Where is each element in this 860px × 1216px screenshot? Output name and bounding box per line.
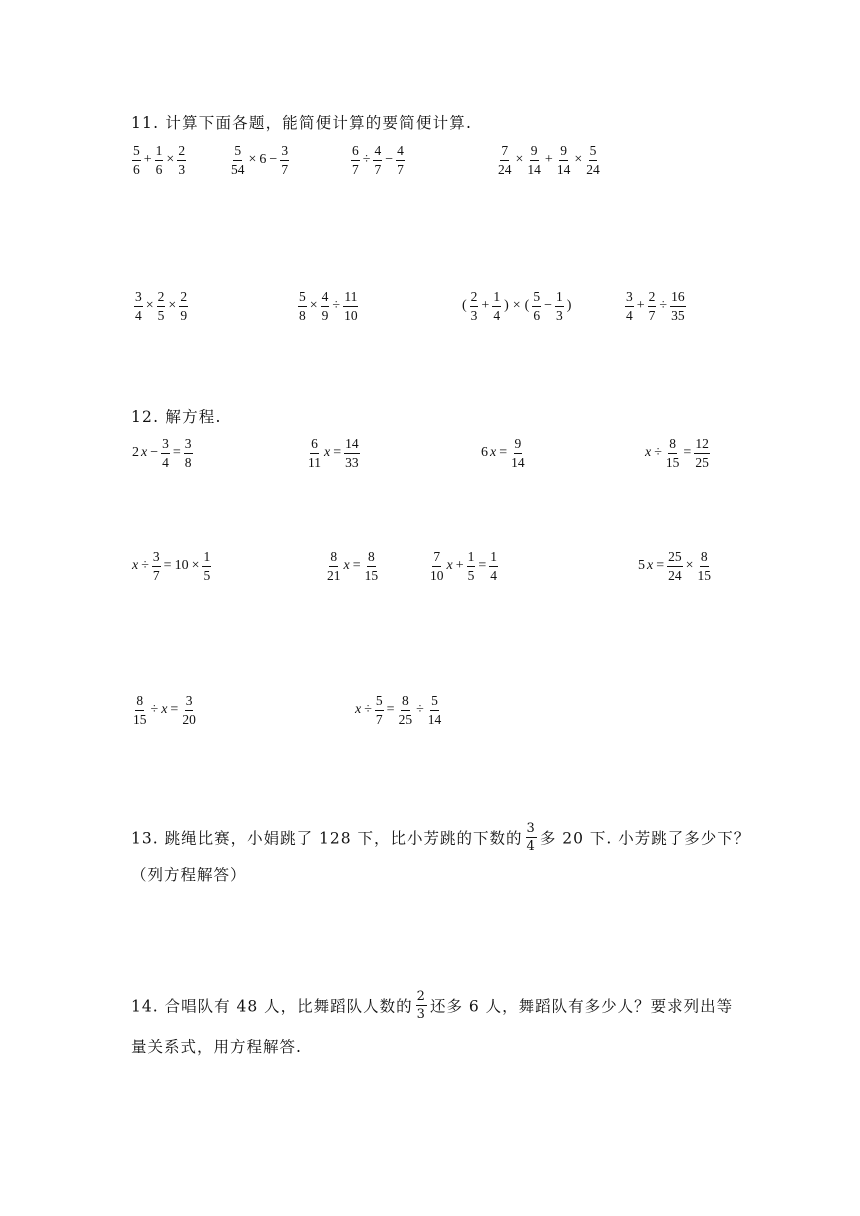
fraction xyxy=(181,694,197,726)
fraction xyxy=(625,290,634,322)
numerator: 6 xyxy=(310,437,319,454)
equals: = xyxy=(333,445,342,460)
q11-expr-8 xyxy=(624,290,687,322)
q13-line-2: （列方程解答） xyxy=(131,866,247,884)
numerator: 1 xyxy=(489,550,498,567)
numerator: 3 xyxy=(152,550,161,567)
fraction xyxy=(184,437,193,469)
fraction xyxy=(132,694,148,726)
denominator: 6 xyxy=(155,161,163,177)
numerator: 9 xyxy=(559,144,568,161)
numerator: 2 xyxy=(177,144,186,161)
fraction xyxy=(497,144,513,176)
fraction xyxy=(157,290,166,322)
fraction xyxy=(155,144,164,176)
numerator: 9 xyxy=(530,144,539,161)
q11-expr-3 xyxy=(350,144,406,176)
denominator: 7 xyxy=(281,161,289,177)
denominator: 3 xyxy=(416,1007,426,1022)
denominator: 3 xyxy=(555,307,563,323)
numerator: 3 xyxy=(625,290,634,307)
operator: × xyxy=(515,152,524,167)
q11-heading: 11. 计算下面各题，能简便计算的要简便计算. xyxy=(131,114,473,132)
denominator: 4 xyxy=(135,307,142,323)
denominator: 7 xyxy=(375,711,383,727)
operator: × xyxy=(145,298,154,313)
fraction xyxy=(697,550,713,582)
numerator: 3 xyxy=(161,437,170,454)
q12-eq-5 xyxy=(131,550,212,582)
operator: ÷ xyxy=(362,152,371,167)
denominator: 54 xyxy=(231,161,245,177)
denominator: 4 xyxy=(493,307,501,323)
fraction xyxy=(134,290,143,322)
numerator: 1 xyxy=(492,290,501,307)
q14-text-end: 还多 6 人，舞蹈队有多少人？要求列出等 xyxy=(429,997,734,1016)
numerator: 2 xyxy=(648,290,657,307)
operator: × xyxy=(512,298,521,313)
q12-heading: 12. 解方程. xyxy=(131,408,222,426)
numerator: 1 xyxy=(202,550,211,567)
numerator: 6 xyxy=(351,144,360,161)
paren: ( xyxy=(462,298,467,313)
equals: = xyxy=(352,558,361,573)
numerator: 1 xyxy=(467,550,476,567)
numerator: 3 xyxy=(184,437,193,454)
number: 5 xyxy=(638,558,645,573)
equals: = xyxy=(163,558,172,573)
number: 6 xyxy=(481,445,488,460)
numerator: 16 xyxy=(670,290,686,307)
denominator: 5 xyxy=(157,307,165,323)
fraction xyxy=(416,990,427,1021)
q11-expr-2 xyxy=(229,144,290,176)
operator: + xyxy=(143,152,152,167)
fraction xyxy=(648,290,657,322)
numerator: 3 xyxy=(280,144,289,161)
fraction xyxy=(427,694,443,726)
denominator: 6 xyxy=(533,307,541,323)
q14-text-start: 14. 合唱队有 48 人，比舞蹈队人数的 xyxy=(131,997,413,1016)
q13-line-1 xyxy=(131,821,751,855)
operator: × xyxy=(685,558,694,573)
fraction xyxy=(351,144,360,176)
numerator: 3 xyxy=(134,290,143,307)
fraction xyxy=(373,144,382,176)
numerator: 8 xyxy=(329,550,338,567)
denominator: 21 xyxy=(327,567,341,583)
q12-eq-7 xyxy=(428,550,499,582)
numerator: 12 xyxy=(694,437,710,454)
numerator: 7 xyxy=(500,144,509,161)
denominator: 7 xyxy=(352,161,359,177)
operator: × xyxy=(309,298,318,313)
variable: x xyxy=(132,558,139,573)
operator: × xyxy=(574,152,583,167)
fraction xyxy=(510,437,526,469)
denominator: 24 xyxy=(668,567,682,583)
fraction xyxy=(280,144,289,176)
numerator: 8 xyxy=(401,694,410,711)
operator: ÷ xyxy=(416,702,424,717)
q11-expr-1 xyxy=(131,144,187,176)
operator: − xyxy=(385,152,394,167)
fraction xyxy=(179,290,188,322)
fraction xyxy=(326,550,342,582)
number: 10 xyxy=(174,558,189,573)
fraction xyxy=(694,437,710,469)
numerator: 7 xyxy=(432,550,441,567)
denominator: 14 xyxy=(527,161,541,177)
numerator: 4 xyxy=(321,290,330,307)
operator: + xyxy=(481,298,490,313)
fraction xyxy=(526,822,537,853)
denominator: 8 xyxy=(299,307,306,323)
fraction xyxy=(307,437,322,469)
numerator: 8 xyxy=(668,437,677,454)
fraction xyxy=(492,290,501,322)
denominator: 10 xyxy=(430,567,444,583)
denominator: 25 xyxy=(398,711,413,727)
equals: = xyxy=(478,558,487,573)
numerator: 2 xyxy=(470,290,479,307)
denominator: 14 xyxy=(427,711,442,727)
denominator: 15 xyxy=(697,567,712,583)
variable: x xyxy=(446,558,453,573)
paren: ) xyxy=(566,298,572,313)
fraction xyxy=(467,550,476,582)
fraction xyxy=(161,437,170,469)
operator: − xyxy=(269,152,278,167)
fraction xyxy=(556,144,572,176)
q11-expr-6 xyxy=(297,290,360,322)
fraction xyxy=(470,290,479,322)
denominator: 14 xyxy=(556,161,571,177)
q12-eq-3 xyxy=(480,437,527,469)
fraction xyxy=(321,290,330,322)
denominator: 10 xyxy=(344,307,358,323)
q11-expr-5 xyxy=(133,290,189,322)
number: 6 xyxy=(259,152,267,167)
fraction xyxy=(555,290,564,322)
numerator: 5 xyxy=(589,144,598,161)
denominator: 9 xyxy=(180,307,188,323)
operator: ÷ xyxy=(332,298,341,313)
denominator: 3 xyxy=(178,161,186,177)
variable: x xyxy=(355,702,362,717)
numerator: 14 xyxy=(344,437,360,454)
numerator: 5 xyxy=(532,290,541,307)
operator: + xyxy=(636,298,645,313)
numerator: 4 xyxy=(396,144,405,161)
denominator: 15 xyxy=(665,454,680,470)
numerator: 1 xyxy=(555,290,564,307)
fraction xyxy=(585,144,601,176)
equals: = xyxy=(386,702,395,717)
fraction xyxy=(344,437,360,469)
numerator: 11 xyxy=(343,290,358,307)
operator: × xyxy=(168,298,177,313)
denominator: 15 xyxy=(133,711,147,727)
denominator: 33 xyxy=(345,454,359,470)
fraction xyxy=(532,290,541,322)
operator: ÷ xyxy=(364,702,372,717)
fraction xyxy=(489,550,498,582)
paren: ) xyxy=(504,298,509,313)
equals: = xyxy=(170,702,179,717)
operator: ÷ xyxy=(654,445,662,460)
fraction xyxy=(364,550,380,582)
operator: ÷ xyxy=(659,298,668,313)
q12-eq-2 xyxy=(306,437,361,469)
fraction xyxy=(202,550,211,582)
denominator: 5 xyxy=(467,567,475,583)
fraction xyxy=(429,550,445,582)
fraction xyxy=(298,290,307,322)
q13-text-end: 多 20 下. 小芳跳了多少下？ xyxy=(539,829,751,848)
denominator: 3 xyxy=(470,307,478,323)
numerator: 5 xyxy=(233,144,242,161)
variable: x xyxy=(324,445,331,460)
numerator: 3 xyxy=(185,694,194,711)
numerator: 2 xyxy=(157,290,166,307)
denominator: 8 xyxy=(184,454,192,470)
variable: x xyxy=(647,558,654,573)
fraction xyxy=(230,144,246,176)
equals: = xyxy=(499,445,508,460)
numerator: 1 xyxy=(155,144,164,161)
denominator: 7 xyxy=(152,567,160,583)
q12-eq-10 xyxy=(354,694,443,726)
number: 2 xyxy=(132,445,139,460)
denominator: 15 xyxy=(364,567,379,583)
numerator: 8 xyxy=(700,550,709,567)
fraction xyxy=(670,290,686,322)
q12-eq-4 xyxy=(644,437,711,469)
operator: + xyxy=(544,152,553,167)
numerator: 2 xyxy=(416,989,426,1004)
paren: ( xyxy=(524,298,530,313)
numerator: 4 xyxy=(373,144,382,161)
numerator: 5 xyxy=(375,694,384,711)
fraction xyxy=(396,144,405,176)
equals: = xyxy=(172,445,181,460)
fraction xyxy=(665,437,681,469)
fraction xyxy=(152,550,161,582)
fraction xyxy=(132,144,141,176)
operator: ÷ xyxy=(141,558,149,573)
operator: × xyxy=(166,152,175,167)
denominator: 4 xyxy=(626,307,633,323)
denominator: 7 xyxy=(648,307,656,323)
denominator: 11 xyxy=(308,454,321,470)
operator: + xyxy=(455,558,464,573)
variable: x xyxy=(161,702,168,717)
denominator: 7 xyxy=(397,161,404,177)
q12-eq-9 xyxy=(131,694,198,726)
operator: ÷ xyxy=(150,702,159,717)
denominator: 4 xyxy=(162,454,169,470)
operator: × xyxy=(248,152,257,167)
q12-eq-8 xyxy=(637,550,713,582)
numerator: 8 xyxy=(367,550,376,567)
denominator: 24 xyxy=(498,161,512,177)
operator: × xyxy=(191,558,200,573)
q11-expr-4 xyxy=(496,144,602,176)
numerator: 2 xyxy=(179,290,188,307)
denominator: 4 xyxy=(526,839,536,854)
numerator: 8 xyxy=(135,694,144,711)
variable: x xyxy=(490,445,497,460)
denominator: 14 xyxy=(511,454,525,470)
numerator: 3 xyxy=(526,821,536,836)
denominator: 4 xyxy=(490,567,498,583)
fraction xyxy=(177,144,186,176)
equals: = xyxy=(683,445,692,460)
q11-expr-7 xyxy=(460,290,573,322)
numerator: 9 xyxy=(514,437,523,454)
variable: x xyxy=(141,445,148,460)
fraction xyxy=(375,694,384,726)
denominator: 25 xyxy=(695,454,709,470)
variable: x xyxy=(343,558,350,573)
fraction xyxy=(526,144,542,176)
denominator: 9 xyxy=(321,307,329,323)
denominator: 24 xyxy=(586,161,600,177)
q12-eq-6 xyxy=(325,550,380,582)
numerator: 5 xyxy=(298,290,307,307)
q13-text-start: 13. 跳绳比赛，小娟跳了 128 下，比小芳跳的下数的 xyxy=(131,829,523,848)
fraction xyxy=(398,694,414,726)
fraction xyxy=(667,550,683,582)
denominator: 35 xyxy=(671,307,685,323)
denominator: 6 xyxy=(133,161,140,177)
denominator: 7 xyxy=(374,161,382,177)
operator: − xyxy=(544,298,552,313)
numerator: 25 xyxy=(667,550,683,567)
q12-eq-1 xyxy=(131,437,194,469)
fraction xyxy=(343,290,359,322)
equals: = xyxy=(656,558,665,573)
variable: x xyxy=(645,445,652,460)
denominator: 5 xyxy=(203,567,211,583)
q14-line-2: 量关系式，用方程解答. xyxy=(131,1038,302,1056)
q14-line-1 xyxy=(131,989,734,1023)
operator: − xyxy=(150,445,159,460)
numerator: 5 xyxy=(132,144,141,161)
numerator: 5 xyxy=(430,694,439,711)
denominator: 20 xyxy=(182,711,196,727)
